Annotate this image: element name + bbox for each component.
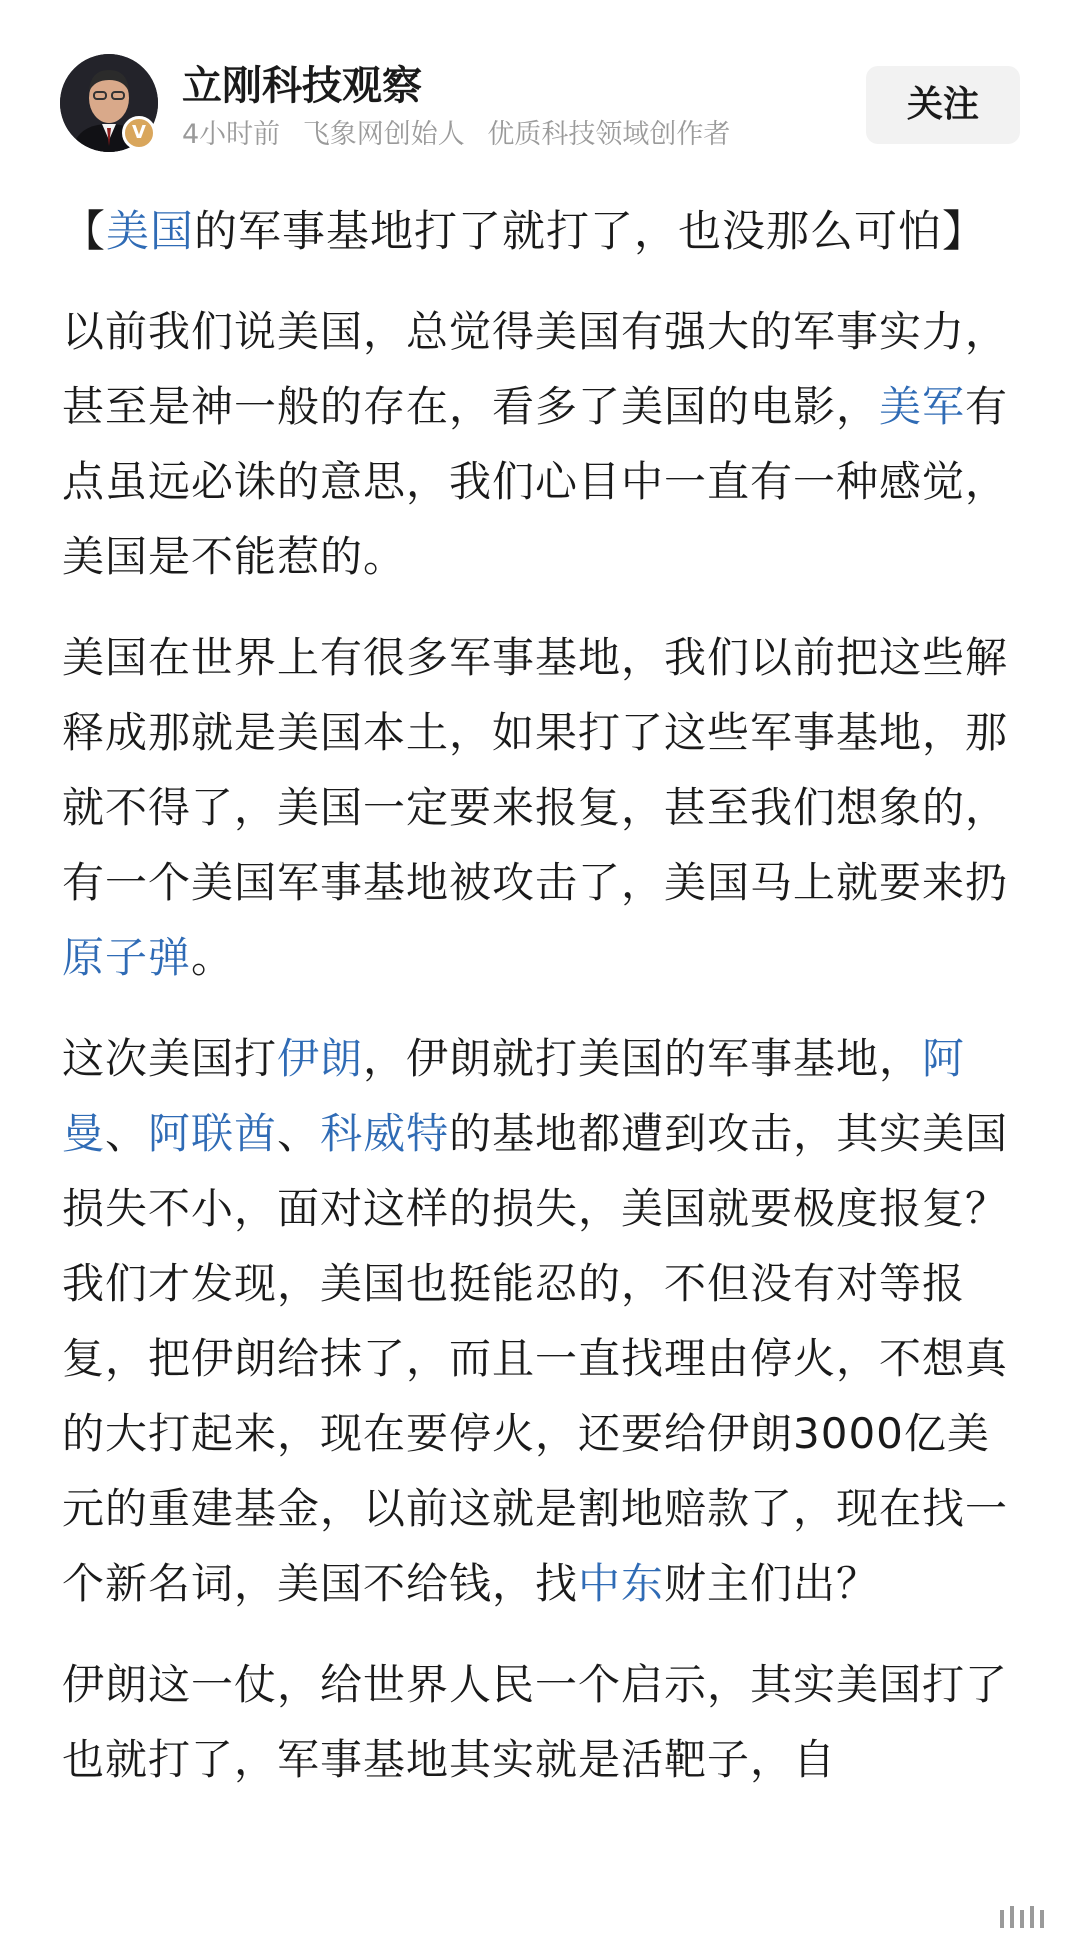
topic-link[interactable]: 科威特 xyxy=(320,1109,450,1158)
text-segment: 、 xyxy=(105,1109,149,1158)
verified-badge-icon: V xyxy=(122,116,156,150)
post-header xyxy=(0,0,1080,170)
author-name[interactable]: 立刚科技观察 xyxy=(182,63,422,109)
author-description-founder: 飞象网创始人 xyxy=(302,119,465,150)
topic-link[interactable]: 阿联酋 xyxy=(148,1109,278,1158)
text-segment: 。 xyxy=(191,933,235,982)
author-description-creator: 优质科技领域创作者 xyxy=(487,119,731,150)
topic-link[interactable]: 美军 xyxy=(879,382,966,431)
text-segment: 美国在世界上有很多军事基地，我们以前把这些解释成那就是美国本土，如果打了这些军事基地，那就不得了，美国一定要来报复，甚至我们想象的，有一个美国军事基地被攻击了，美国马上就要来扔 xyxy=(62,633,1009,907)
article-paragraph xyxy=(62,1021,1022,1621)
floating-menu-icon[interactable] xyxy=(990,1896,1054,1942)
article-paragraph xyxy=(62,1647,1022,1797)
article-paragraph xyxy=(62,620,1022,995)
article-title xyxy=(62,196,1022,268)
text-segment: 有点虽远必诛的意思，我们心目中一直有一种感觉，美国是不能惹的。 xyxy=(62,382,1009,581)
text-segment: 伊朗这一仗，给世界人民一个启示，其实美国打了也就打了，军事基地其实就是活靶子，自 xyxy=(62,1660,1009,1784)
topic-link[interactable]: 原子弹 xyxy=(62,933,192,982)
follow-button[interactable]: 关注 xyxy=(866,66,1020,144)
text-segment: 这次美国打 xyxy=(62,1034,278,1083)
topic-link[interactable]: 阿曼 xyxy=(62,1034,966,1158)
text-segment: 【 xyxy=(62,207,106,257)
post-meta xyxy=(182,116,744,154)
topic-link[interactable]: 美国 xyxy=(106,207,194,257)
article-body xyxy=(62,196,1022,1823)
text-segment: ，伊朗就打美国的军事基地， xyxy=(363,1034,923,1083)
article-paragraphs xyxy=(62,294,1022,1797)
grid-lines-icon xyxy=(990,1896,1054,1942)
topic-link[interactable]: 伊朗 xyxy=(277,1034,364,1083)
topic-link[interactable]: 中东 xyxy=(578,1559,665,1608)
article-paragraph xyxy=(62,294,1022,594)
text-segment: 的军事基地打了就打了，也没那么可怕】 xyxy=(194,207,986,257)
text-segment: 的基地都遭到攻击，其实美国损失不小，面对这样的损失，美国就要极度报复？我们才发现，美国也挺能忍的，不但没有对等报复，把伊朗给抹了，而且一直找理由停火，不想真的大打起来，现在要停火，还要给伊朗3000亿美元的重建基金，以前这就是割地赔款了，现在找一个新名词，美国不给钱，找 xyxy=(62,1109,1009,1608)
text-segment: 、 xyxy=(277,1109,321,1158)
text-segment: 以前我们说美国，总觉得美国有强大的军事实力，甚至是神一般的存在，看多了美国的电影， xyxy=(62,307,1009,431)
text-segment: 财主们出？ xyxy=(664,1559,880,1608)
post-time: 4小时前 xyxy=(182,119,281,150)
